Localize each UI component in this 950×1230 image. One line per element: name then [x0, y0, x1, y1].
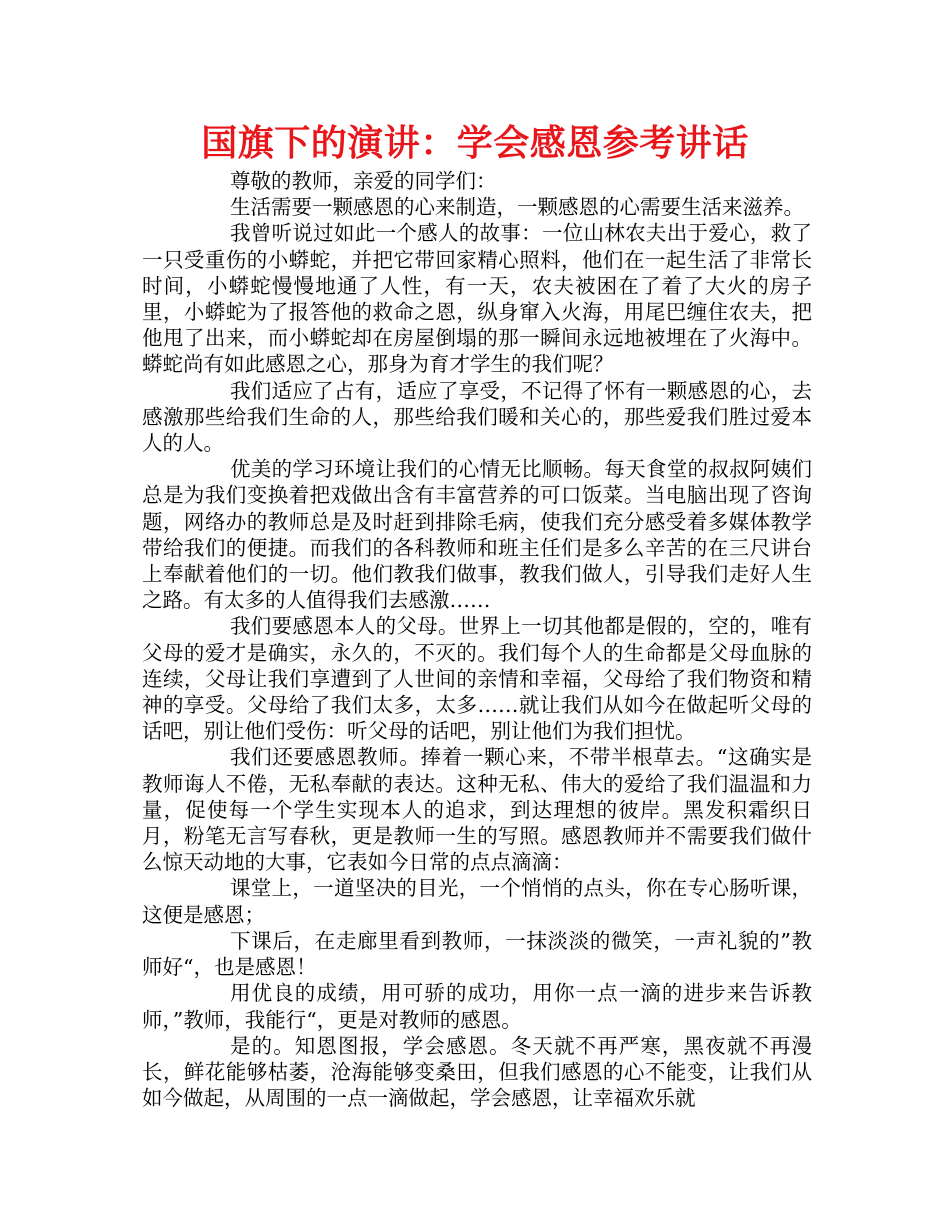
paragraph: 生活需要一颗感恩的心来制造，一颗感恩的心需要生活来滋养。: [230, 195, 804, 220]
paragraph-greeting: 尊敬的教师，亲爱的同学们：: [230, 169, 497, 193]
paragraph: 优美的学习环境让我们的心情无比顺畅。每天食堂的叔叔阿姨们总是为我们变换着把戏做出含有丰富营养的可口饭菜。当电脑出现了咨询题，网络办的教师总是及时赶到排除毛病，使我们充分感受着多媒体教学带给我们的便捷。而我们的各科教师和班主任们是多么辛苦的在三尺讲台上奉献着他们的一切。他们教我们做事，教我们做人，引导我们走好人生之路。有太多的人值得我们去感激……: [142, 457, 812, 613]
paragraph: 我们还要感恩教师。捧着一颗心来，不带半根草去。“这确实是教师诲人不倦，无私奉献的表达。这种无私、伟大的爱给了我们温温和力量，促使每一个学生实现本人的追求，到达理想的彼岸。黑发积霜织日月，粉笔无言写春秋，更是教师一生的写照。感恩教师并不需要我们做什么惊天动地的大事，它表如今日常的点点滴滴：: [142, 745, 812, 875]
paragraph: 我们适应了占有，适应了享受，不记得了怀有一颗感恩的心，去感激那些给我们生命的人，那些给我们暖和关心的，那些爱我们胜过爱本人的人。: [142, 378, 812, 456]
paragraph: 课堂上，一道坚决的目光，一个悄悄的点头，你在专心肠听课，这便是感恩；: [142, 876, 812, 927]
document-title: 国旗下的演讲：学会感恩参考讲话: [201, 123, 749, 164]
paragraph: 我们要感恩本人的父母。世界上一切其他都是假的，空的，唯有父母的爱才是确实，永久的，不灭的。我们每个人的生命都是父母血脉的连续，父母让我们享遭到了人世间的亲情和幸福，父母给了我们物资和精神的享受。父母给了我们太多，太多……就让我们从如今在做起听父母的话吧，别让他们受伤：听父母的话吧，别让他们为我们担忧。: [142, 614, 812, 744]
paragraph: 我曾听说过如此一个感人的故事：一位山林农夫出于爱心，救了一只受重伤的小蟒蛇，并把它带回家精心照料，他们在一起生活了非常长时间，小蟒蛇慢慢地通了人性，有一天，农夫被困在了着了大火的房子里，小蟒蛇为了报答他的救命之恩，纵身窜入火海，用尾巴缠住农夫，把他甩了出来，而小蟒蛇却在房屋倒塌的那一瞬间永远地被埋在了火海中。蟒蛇尚有如此感恩之心，那身为育才学生的我们呢？: [142, 221, 812, 377]
paragraph: 用优良的成绩，用可骄的成功，用你一点一滴的进步来告诉教师，”教师，我能行“，更是对教师的感恩。: [142, 981, 812, 1032]
document-body: [142, 168, 812, 1111]
paragraph: 是的。知恩图报，学会感恩。冬天就不再严寒，黑夜就不再漫长，鲜花能够枯萎，沧海能够变桑田，但我们感恩的心不能变，让我们从如今做起，从周围的一点一滴做起，学会感恩，让幸福欢乐就: [142, 1033, 812, 1111]
paragraph: 下课后，在走廊里看到教师，一抹淡淡的微笑，一声礼貌的”教师好“，也是感恩！: [142, 928, 812, 980]
